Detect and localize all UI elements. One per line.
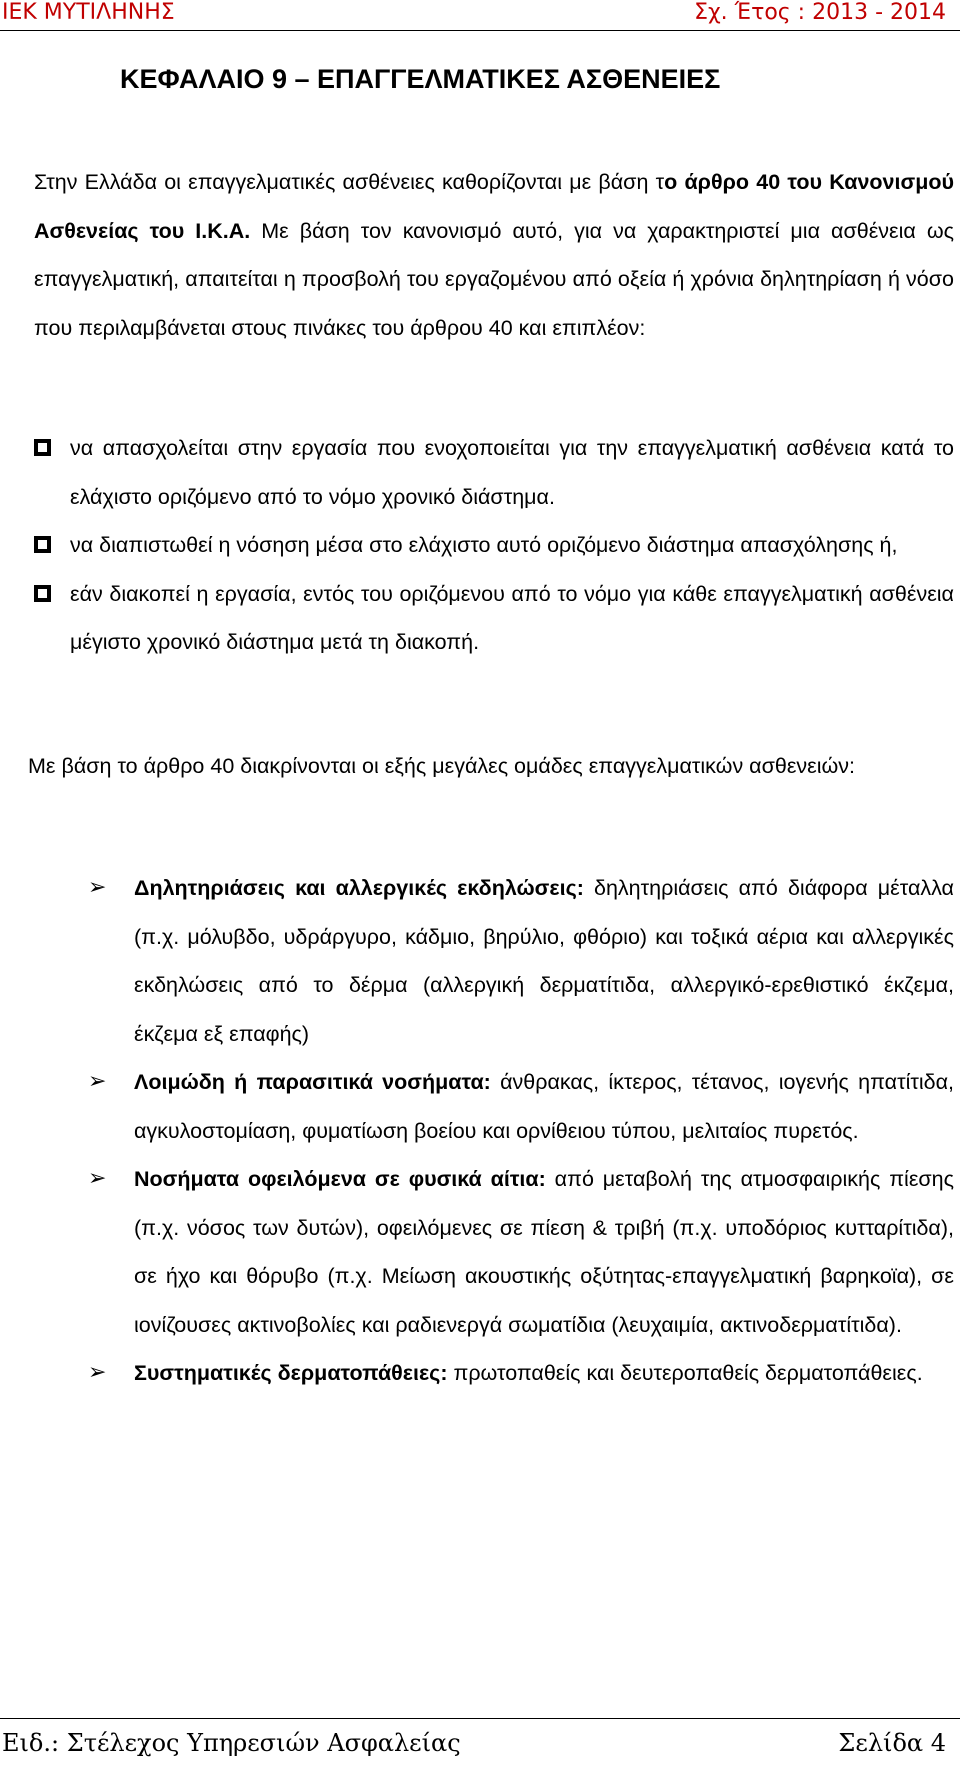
disease-groups-list <box>88 864 954 1398</box>
square-bullet-icon <box>34 439 51 456</box>
arrow-bullet-icon: ➢ <box>88 1166 107 1191</box>
disease-group-text: δηλητηριάσεις από διάφορα μέταλλα (π.χ. μόλυβδο, υδράργυρο, κάδμιο, βηρύλιο, φθόριο) και τοξικά αέρια και αλλεργικές εκδηλώσεις από το δέρμα (αλλεργική δερματίτιδα, αλλεργικό-ερεθιστικό έκζεμα, έκζεμα εξ επαφής) <box>134 876 954 1046</box>
arrow-bullet-icon: ➢ <box>88 875 107 900</box>
condition-text: να διαπιστωθεί η νόσηση μέσα στο ελάχιστο αυτό οριζόμενο διάστημα απασχόλησης ή, <box>70 533 898 557</box>
chapter-title: ΚΕΦΑΛΑΙΟ 9 – ΕΠΑΓΓΕΛΜΑΤΙΚΕΣ ΑΣΘΕΝΕΙΕΣ <box>120 64 721 94</box>
page-header <box>0 0 960 31</box>
disease-group-item <box>88 1155 954 1349</box>
disease-group-text: από μεταβολή της ατμοσφαιρικής πίεσης (π.χ. νόσος των δυτών), οφειλόμενες σε πίεση & τριβή (π.χ. υποδόριος κυτταρίτιδα), σε ήχο και θόρυβο (π.χ. Μείωση ακουστικής οξύτητας-επαγγελματική βαρηκοϊα), σε ιονίζουσες ακτινοβολίες και ραδιενεργά σωματίδια (λευχαιμία, ακτινοδερματίτιδα). <box>134 1167 955 1337</box>
square-bullet-icon <box>34 585 51 602</box>
conditions-list <box>34 424 954 667</box>
groups-intro-paragraph: Με βάση το άρθρο 40 διακρίνονται οι εξής μεγάλες ομάδες επαγγελματικών ασθενειών: <box>28 754 856 778</box>
intro-text-part1: Στην Ελλάδα οι επαγγελματικές ασθένειες καθορίζονται με βάση τ <box>34 170 665 194</box>
page-footer <box>0 1718 960 1765</box>
intro-paragraph <box>34 158 954 352</box>
condition-text: να απασχολείται στην εργασία που ενοχοποιείται για την επαγγελματική ασθένεια κατά το ελάχιστο οριζόμενο από το νόμο χρονικό διάστημα. <box>70 436 954 509</box>
disease-group-title: Νοσήματα οφειλόμενα σε φυσικά αίτια: <box>134 1167 546 1191</box>
disease-group-title: Δηλητηριάσεις και αλλεργικές εκδηλώσεις: <box>134 876 584 900</box>
condition-item <box>34 570 954 667</box>
footer-page-number: Σελίδα 4 <box>838 1729 946 1757</box>
disease-group-item <box>88 1058 954 1155</box>
arrow-bullet-icon: ➢ <box>88 1069 107 1094</box>
intro-text-bold: ο άρθρο 40 του Κανονισμού Ασθενείας του Ι.Κ.Α. <box>34 170 954 243</box>
disease-group-title: Λοιμώδη ή παρασιτικά νοσήματα: <box>134 1070 491 1094</box>
intro-text-part2: Με βάση τον κανονισμό αυτό, για να χαρακτηριστεί μια ασθένεια ως επαγγελματική, απαιτείται η προσβολή του εργαζομένου από οξεία ή χρόνια δηλητηρίαση ή νόσο που περιλαμβάνεται στους πινάκες του άρθρου 40 και επιπλέον: <box>34 218 954 340</box>
arrow-bullet-icon: ➢ <box>88 1360 107 1385</box>
disease-group-item <box>88 864 954 1058</box>
disease-group-item <box>88 1349 954 1398</box>
disease-group-text: άνθρακας, ίκτερος, τέτανος, ιογενής ηπατίτιδα, αγκυλοστομίαση, φυματίωση βοείου και ορνίθειου τύπου, μελιταίος πυρετός. <box>134 1070 954 1143</box>
condition-text: εάν διακοπεί η εργασία, εντός του οριζόμενου από το νόμο για κάθε επαγγελματική ασθένεια μέγιστο χρονικό διάστημα μετά τη διακοπή. <box>70 581 954 654</box>
square-bullet-icon <box>34 536 51 553</box>
condition-item <box>34 521 954 570</box>
disease-group-title: Συστηματικές δερματοπάθειες: <box>134 1361 448 1385</box>
disease-group-text: πρωτοπαθείς και δευτεροπαθείς δερματοπάθειες. <box>447 1361 923 1385</box>
header-school-year: Σχ. Έτος : 2013 - 2014 <box>694 0 946 25</box>
footer-specialty: Ειδ.: Στέλεχος Υπηρεσιών Ασφαλείας <box>2 1729 461 1757</box>
condition-item <box>34 424 954 521</box>
header-school-name: ΙΕΚ ΜΥΤΙΛΗΝΗΣ <box>2 0 175 25</box>
